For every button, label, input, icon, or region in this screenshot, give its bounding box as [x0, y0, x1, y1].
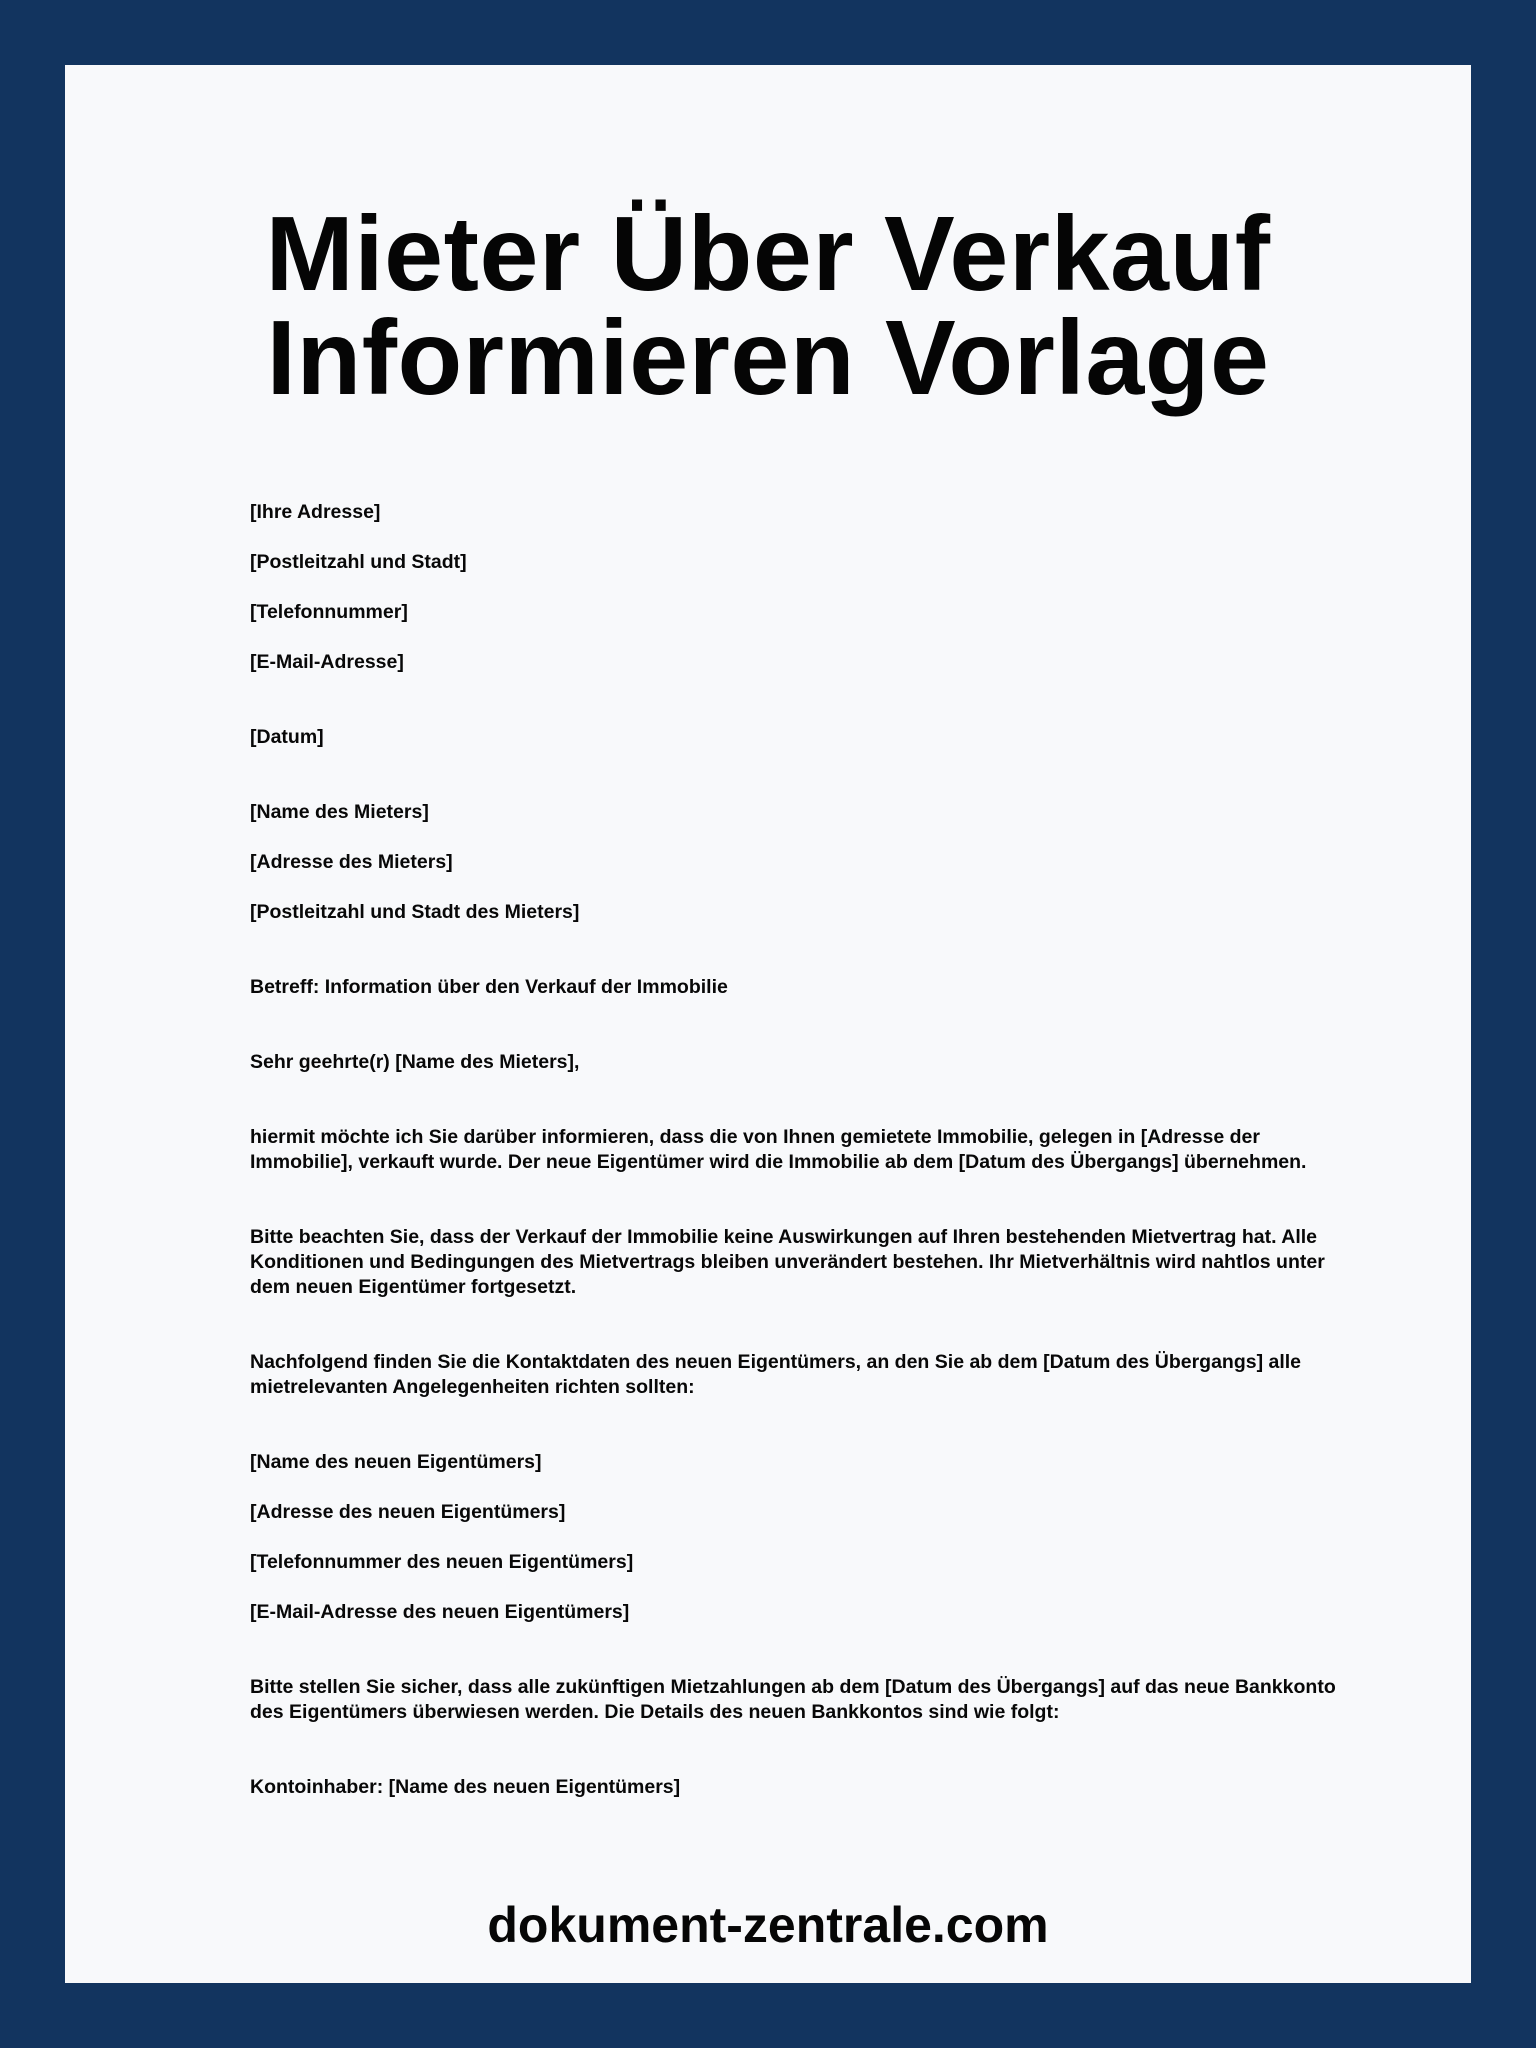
- owner-phone: [Telefonnummer des neuen Eigentümers]: [250, 1551, 634, 1573]
- page-title: [65, 195, 1471, 417]
- owner-email: [E-Mail-Adresse des neuen Eigentümers]: [250, 1601, 630, 1623]
- sender-email: [E-Mail-Adresse]: [250, 651, 404, 673]
- sender-postal-city: [Postleitzahl und Stadt]: [250, 551, 467, 573]
- letter-body: [250, 500, 1360, 1800]
- footer-site-name: dokument-zentrale.com: [487, 1897, 1049, 1953]
- title-line-2: Informieren Vorlage: [266, 299, 1270, 417]
- letter-salutation: Sehr geehrte(r) [Name des Mieters],: [250, 1051, 580, 1073]
- tenant-name: [Name des Mieters]: [250, 801, 429, 823]
- letter-date: [Datum]: [250, 726, 324, 748]
- account-holder: Kontoinhaber: [Name des neuen Eigentümers]: [250, 1776, 681, 1798]
- document-page: [65, 65, 1471, 1983]
- owner-name: [Name des neuen Eigentümers]: [250, 1451, 542, 1473]
- tenant-postal-city: [Postleitzahl und Stadt des Mieters]: [250, 901, 580, 923]
- letter-paragraph: hiermit möchte ich Sie darüber informieren, dass die von Ihnen gemietete Immobilie, gelegen in [Adresse der Immobilie], verkauft wurde. Der neue Eigentümer wird die Immobilie ab dem [Datum des Übergangs] übernehmen.: [250, 1126, 1307, 1173]
- letter-paragraph: Bitte beachten Sie, dass der Verkauf der Immobilie keine Auswirkungen auf Ihren bestehenden Mietvertrag hat. Alle Konditionen und Bedingungen des Mietvertrags bleiben unverändert bestehen. Ihr Mietverhältnis wird nahtlos unter dem neuen Eigentümer fortgesetzt.: [250, 1226, 1325, 1298]
- tenant-address: [Adresse des Mieters]: [250, 851, 453, 873]
- owner-address: [Adresse des neuen Eigentümers]: [250, 1501, 566, 1523]
- title-line-1: Mieter Über Verkauf: [265, 195, 1271, 313]
- letter-subject: Betreff: Information über den Verkauf der Immobilie: [250, 976, 728, 998]
- sender-phone: [Telefonnummer]: [250, 601, 408, 623]
- letter-paragraph: Nachfolgend finden Sie die Kontaktdaten des neuen Eigentümers, an den Sie ab dem [Datum des Übergangs] alle mietrelevanten Angelegenheiten richten sollten:: [250, 1351, 1302, 1398]
- sender-address: [Ihre Adresse]: [250, 501, 381, 523]
- letter-paragraph: Bitte stellen Sie sicher, dass alle zukünftigen Mietzahlungen ab dem [Datum des Übergangs] auf das neue Bankkonto des Eigentümers überwiesen werden. Die Details des neuen Bankkontos sind wie folgt:: [250, 1676, 1336, 1723]
